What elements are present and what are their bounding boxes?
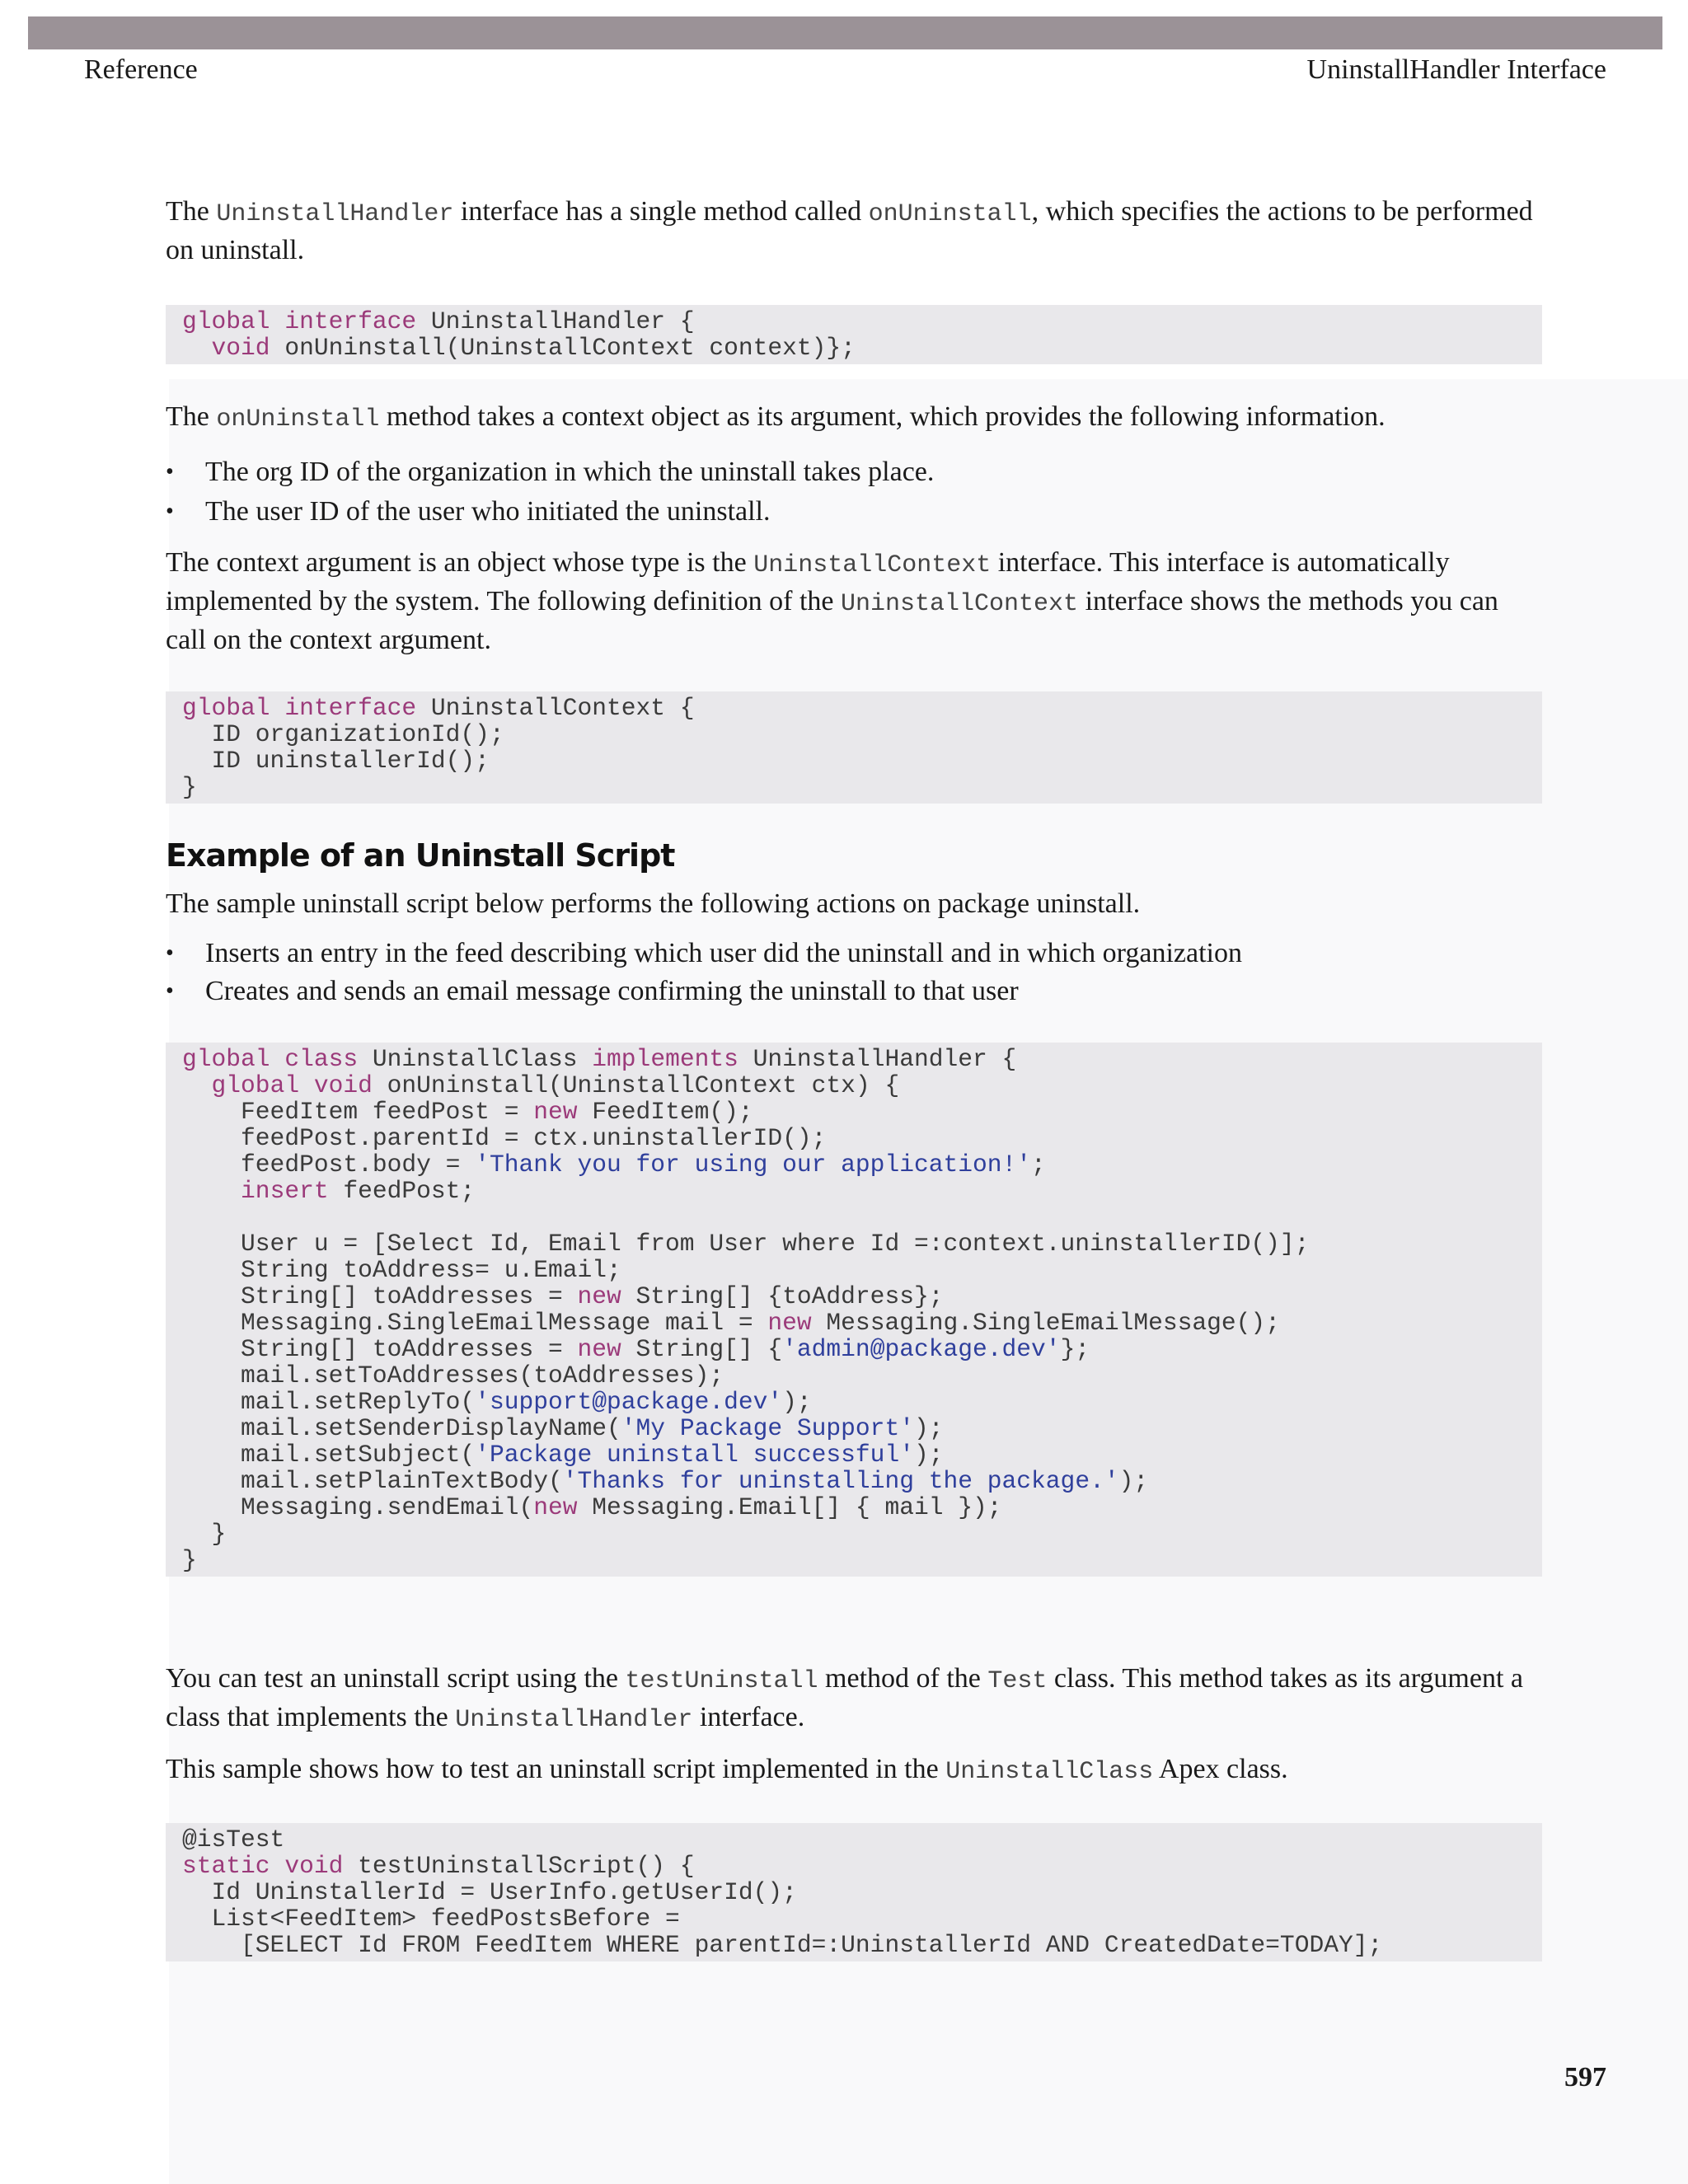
page-number: 597 [1564, 2062, 1606, 2093]
inline-code: UninstallContext [841, 590, 1079, 618]
list-item: • Creates and sends an email message confirming the uninstall to that user [166, 973, 1542, 1010]
code-line: global class UninstallClass implements UninstallHandler { [182, 1045, 1017, 1073]
code-line: feedPost.body = 'Thank you for using our application!'; [182, 1151, 1046, 1179]
code-line: mail.setToAddresses(toAddresses); [182, 1361, 724, 1390]
code-line: ID uninstallerId(); [182, 747, 490, 775]
code-block-uninstall-handler [166, 305, 1542, 364]
code-line: mail.setPlainTextBody('Thanks for uninstalling the package.'); [182, 1467, 1149, 1495]
code-line: List<FeedItem> feedPostsBefore = [182, 1905, 680, 1933]
code-line: } [182, 1520, 227, 1548]
code-line: void onUninstall(UninstallContext context)}; [211, 334, 856, 362]
code-line: static void testUninstallScript() { [182, 1852, 695, 1880]
code-line: mail.setSenderDisplayName('My Package Support'); [182, 1414, 944, 1442]
inline-code: UninstallHandler [216, 200, 454, 228]
info-list [166, 454, 1542, 530]
inline-code: Test [987, 1667, 1048, 1695]
test-paragraph: You can test an uninstall script using the testUninstall method of the Test class. This method takes as its argument a class that implements the UninstallHandler interface. [166, 1663, 1523, 1734]
list-item: • Inserts an entry in the feed describing which user did the uninstall and in which organization [166, 935, 1542, 972]
code-line: insert feedPost; [241, 1177, 476, 1205]
test-sample-paragraph: This sample shows how to test an uninstall script implemented in the UninstallClass Apex class. [166, 1754, 1288, 1786]
actions-list [166, 935, 1542, 1010]
inline-code: onUninstall [216, 405, 380, 434]
code-line: global interface UninstallContext { [182, 694, 695, 722]
code-block-uninstall-class [166, 1043, 1542, 1577]
inline-code: testUninstall [625, 1667, 818, 1695]
page-content [166, 194, 1542, 1961]
context-paragraph: The onUninstall method takes a context object as its argument, which provides the following information. [166, 401, 1386, 434]
inline-code: UninstallHandler [455, 1706, 693, 1734]
code-line: global void onUninstall(UninstallContext ctx) { [211, 1071, 900, 1099]
section-heading: Example of an Uninstall Script [166, 837, 675, 874]
list-item: • The user ID of the user who initiated the uninstall. [166, 494, 1542, 530]
code-line: Messaging.SingleEmailMessage mail = new Messaging.SingleEmailMessage(); [182, 1309, 1280, 1337]
code-line: String[] toAddresses = new String[] {toAddress}; [182, 1282, 944, 1310]
code-line: global interface UninstallHandler { [182, 307, 695, 335]
code-line: FeedItem feedPost = new FeedItem(); [182, 1098, 753, 1126]
uninstall-context-paragraph: The context argument is an object whose type is the UninstallContext interface. This interface is automatically implemented by the system. The following definition of the UninstallContext interface shows the methods you can call on the context argument. [166, 547, 1498, 655]
running-header-left: Reference [84, 54, 198, 85]
code-line: mail.setReplyTo('support@package.dev'); [182, 1388, 812, 1416]
code-block-test-method [166, 1823, 1542, 1961]
inline-code: UninstallContext [753, 551, 992, 579]
running-header-right: UninstallHandler Interface [1306, 54, 1606, 85]
code-line: String toAddress= u.Email; [182, 1256, 621, 1284]
code-line: [SELECT Id FROM FeedItem WHERE parentId=:UninstallerId AND CreatedDate=TODAY]; [182, 1931, 1383, 1959]
code-line: feedPost.parentId = ctx.uninstallerID(); [182, 1124, 827, 1152]
header-bar [28, 16, 1662, 49]
code-line: } [182, 773, 197, 801]
code-line: Messaging.sendEmail(new Messaging.Email[] { mail }); [182, 1493, 1002, 1521]
code-line: ID organizationId(); [182, 720, 504, 748]
code-line: mail.setSubject('Package uninstall successful'); [182, 1441, 944, 1469]
sample-intro-paragraph: The sample uninstall script below performs the following actions on package uninstall. [166, 888, 1141, 919]
code-line: String[] toAddresses = new String[] {'admin@package.dev'}; [182, 1335, 1090, 1363]
inline-code: UninstallClass [945, 1758, 1154, 1786]
code-line: User u = [Select Id, Email from User where Id =:context.uninstallerID()]; [182, 1230, 1310, 1258]
code-line: Id UninstallerId = UserInfo.getUserId(); [182, 1878, 797, 1906]
code-line: } [182, 1546, 197, 1574]
code-line: @isTest [182, 1825, 285, 1854]
list-item: • The org ID of the organization in which the uninstall takes place. [166, 454, 1542, 490]
intro-paragraph: The UninstallHandler interface has a single method called onUninstall, which specifies the actions to be performed on uninstall. [166, 196, 1533, 265]
inline-code: onUninstall [868, 200, 1032, 228]
code-block-uninstall-context [166, 691, 1542, 804]
